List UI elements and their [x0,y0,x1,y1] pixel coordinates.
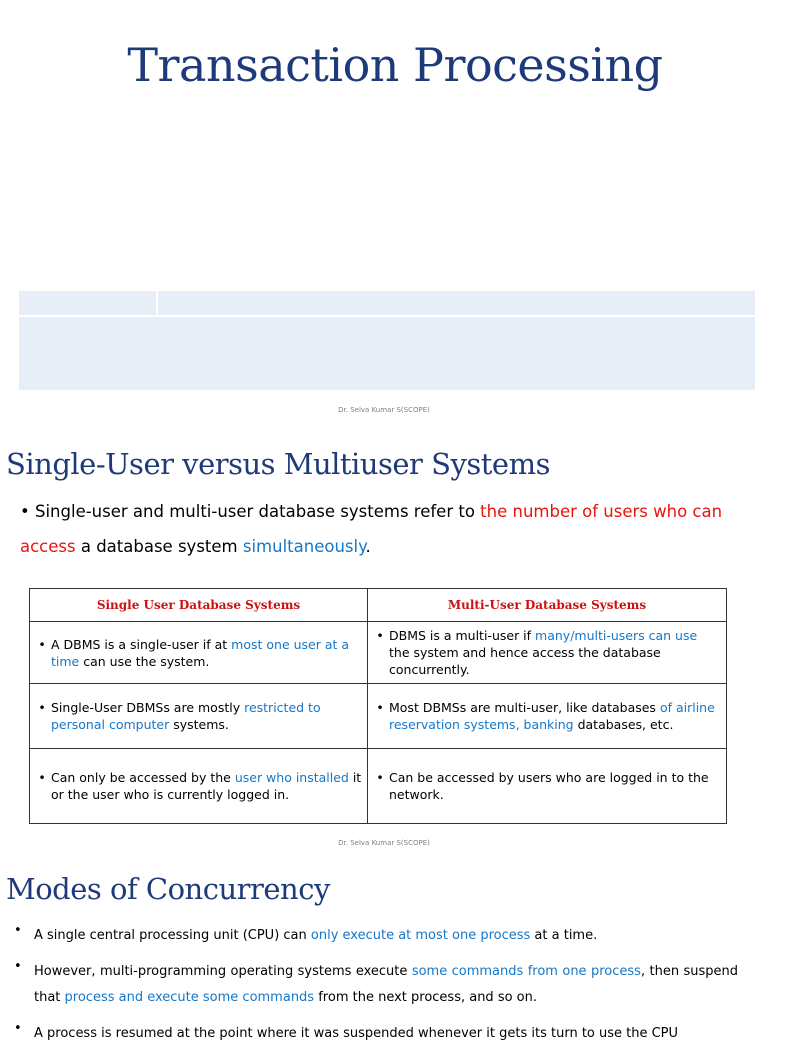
cell-highlight: many/multi-users can use [535,628,698,643]
cell-text: can use the system. [79,653,210,669]
cell-single-user [30,684,368,749]
list-item [14,959,738,1011]
cell-text: A DBMS is a single-user if at [51,636,232,652]
bullet-dot: • [376,628,384,643]
cell-multi-user [368,622,727,684]
slide-single-vs-multiuser [0,427,768,854]
intro-text-2: a database system [75,537,243,556]
cell-single-user [30,749,368,824]
bullet-dot: • [20,502,30,521]
intro-bullet [20,494,738,564]
item-highlight: only execute at most one process [310,928,531,943]
item-text: , then suspend that [34,964,739,1005]
intro-text-1: Single-user and multi-user database systems refer to [35,502,481,521]
cell-text: the system and hence access the database concurrently. [389,645,661,677]
table-header-row [30,589,727,622]
item-text: However, multi-programming operating systems execute [34,964,412,979]
slide-modes-of-concurrency [0,854,768,1041]
cell-text: databases, etc. [573,717,674,732]
decorative-band-divider [156,291,158,315]
bullet-dot: • [14,959,22,974]
decorative-band-bottom [19,317,755,390]
intro-highlight-blue: simultaneously [242,537,366,556]
intro-highlight-red: the number of users who can access [20,502,723,556]
list-item [14,923,738,949]
bullet-dot: • [14,1021,22,1036]
intro-text-3: . [365,537,371,556]
table-row [30,749,727,824]
cell-text: DBMS is a multi-user if [389,628,536,643]
slide-title: Modes of Concurrency [6,872,330,906]
cell-highlight: most one user at a time [51,636,350,669]
slide-title: Single-User versus Multiuser Systems [6,447,550,481]
cell-highlight: user who installed [234,770,349,785]
concurrency-bullet-list [14,923,738,1057]
cell-text: systems. [169,717,229,732]
header-multi-user: Multi-User Database Systems [368,589,727,622]
comparison-table [29,588,727,824]
cell-text: Most DBMSs are multi-user, like databases [389,700,660,715]
slide-footer: Dr. Selva Kumar S(SCOPE) [338,839,430,847]
slide-title: Transaction Processing [127,38,663,92]
decorative-band-top [19,291,755,315]
item-highlight: process and execute some commands [64,990,315,1005]
item-text: A single central processing unit (CPU) can [34,928,311,943]
item-text: A process is resumed at the point where it was suspended whenever it gets its turn to use the CPU [34,1026,679,1041]
bullet-dot: • [376,770,384,785]
item-highlight: some commands from one process [411,964,641,979]
table-row [30,684,727,749]
cell-highlight: restricted to personal computer [51,700,321,732]
cell-multi-user [368,749,727,824]
bullet-dot: • [14,923,22,938]
item-text: at a time. [530,928,598,943]
bullet-dot: • [38,700,46,715]
item-text: from the next process, and so on. [314,990,538,1005]
cell-single-user [30,622,368,684]
list-item [14,1021,738,1047]
cell-text: Can only be accessed by the [51,770,235,785]
cell-text: Can be accessed by users who are logged in to the network. [389,770,709,802]
header-single-user: Single User Database Systems [30,589,368,622]
bullet-dot: • [38,770,46,785]
cell-multi-user [368,684,727,749]
cell-highlight: of airline reservation systems, banking [389,700,715,732]
slide-footer: Dr. Selva Kumar S(SCOPE) [338,406,430,414]
cell-text: it or the user who is currently logged in. [51,770,362,802]
bullet-dot: • [38,636,46,652]
table-row [30,622,727,684]
bullet-dot: • [376,700,384,715]
cell-text: Single-User DBMSs are mostly [51,700,245,715]
slide-title-transaction-processing [0,0,768,427]
